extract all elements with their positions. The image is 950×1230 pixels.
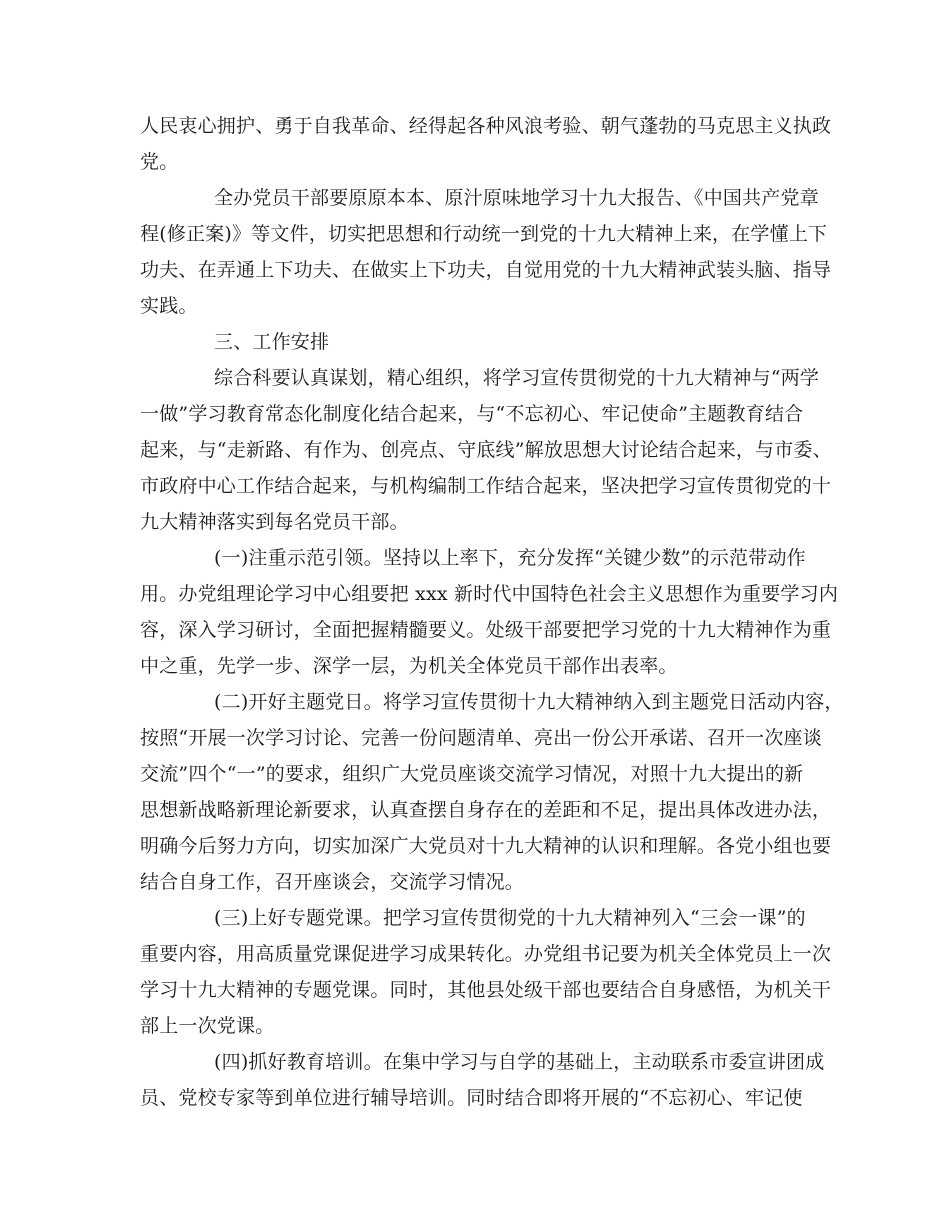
text-line: 容，深入学习研讨，全面把握精髓要义。处级干部要把学习党的十九大精神作为重 [140, 619, 832, 641]
paragraph-first-line: 全办党员干部要原原本本、原汁原味地学习十九大报告、《中国共产党章 [214, 187, 819, 209]
text-line: 交流”四个“一”的要求，组织广大党员座谈交流学习情况，对照十九大提出的新 [140, 763, 804, 785]
paragraph-first-line: 综合科要认真谋划，精心组织，将学习宣传贯彻党的十九大精神与“两学 [214, 367, 820, 389]
text-line: 用。办党组理论学习中心组要把 xxx 新时代中国特色社会主义思想作为重要学习内 [140, 583, 839, 605]
text-line: 实践。 [140, 295, 198, 317]
text-line: 结合自身工作，召开座谈会，交流学习情况。 [140, 871, 525, 893]
text-line: 程(修正案)》等文件，切实把思想和行动统一到党的十九大精神上来，在学懂上下 [140, 223, 828, 245]
paragraph-first-line: (三)上好专题党课。把学习宣传贯彻党的十九大精神列入“三会一课”的 [214, 907, 806, 929]
text-line: 按照“开展一次学习讨论、完善一份问题清单、亮出一份公开承诺、召开一次座谈 [140, 727, 822, 749]
text-line: 重要内容，用高质量党课促进学习成果转化。办党组书记要为机关全体党员上一次 [140, 943, 832, 965]
text-line: 员、党校专家等到单位进行辅导培训。同时结合即将开展的“不忘初心、牢记使 [140, 1087, 803, 1109]
text-line: 一做”学习教育常态化制度化结合起来，与“不忘初心、牢记使命”主题教育结合 [140, 403, 804, 425]
text-line: 功夫、在弄通上下功夫、在做实上下功夫，自觉用党的十九大精神武装头脑、指导 [140, 259, 832, 281]
text-line: 思想新战略新理论新要求，认真查摆自身存在的差距和不足，提出具体改进办法， [140, 799, 832, 821]
text-line: 部上一次党课。 [140, 1015, 275, 1037]
text-line: 起来，与“走新路、有作为、创亮点、守底线”解放思想大讨论结合起来，与市委、 [140, 439, 832, 461]
text-line: 党。 [140, 151, 179, 173]
text-line: 明确今后努力方向，切实加深广大党员对十九大精神的认识和理解。各党小组也要 [140, 835, 832, 857]
paragraph-first-line: (二)开好主题党日。将学习宣传贯彻十九大精神纳入到主题党日活动内容， [214, 691, 844, 713]
text-line: 中之重，先学一步、深学一层，为机关全体党员干部作出表率。 [140, 655, 678, 677]
text-line: 市政府中心工作结合起来，与机构编制工作结合起来，坚决把学习宣传贯彻党的十 [140, 475, 832, 497]
section-heading: 三、工作安排 [214, 331, 330, 353]
paragraph-first-line: (四)抓好教育培训。在集中学习与自学的基础上，主动联系市委宣讲团成 [214, 1051, 825, 1073]
paragraph-first-line: (一)注重示范引领。坚持以上率下，充分发挥“关键少数”的示范带动作 [214, 547, 806, 569]
text-line: 九大精神落实到每名党员干部。 [140, 511, 409, 533]
text-line: 人民衷心拥护、勇于自我革命、经得起各种风浪考验、朝气蓬勃的马克思主义执政 [140, 115, 832, 137]
text-line: 学习十九大精神的专题党课。同时，其他县处级干部也要结合自身感悟，为机关干 [140, 979, 832, 1001]
